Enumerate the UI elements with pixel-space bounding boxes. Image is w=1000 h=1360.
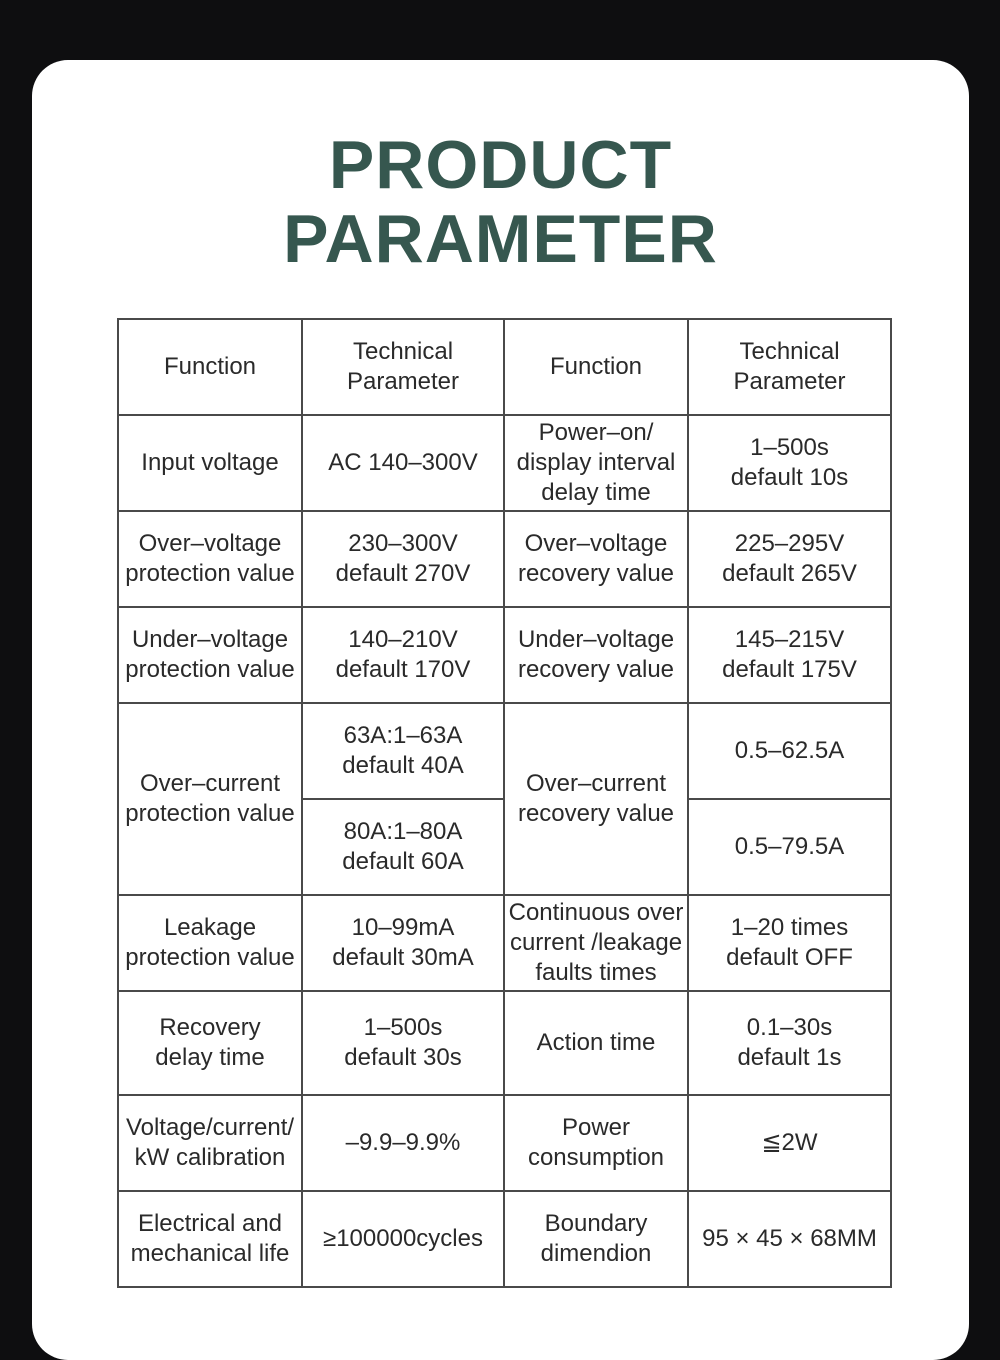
function-cell: Voltage/current/ kW calibration bbox=[118, 1095, 302, 1191]
function-cell: Recovery delay time bbox=[118, 991, 302, 1095]
parameter-cell: 140–210V default 170V bbox=[302, 607, 504, 703]
parameter-cell: 1–20 times default OFF bbox=[688, 895, 891, 991]
title-line-2: PARAMETER bbox=[283, 201, 718, 277]
table-row bbox=[118, 703, 891, 799]
function-cell: Input voltage bbox=[118, 415, 302, 511]
parameter-cell: 145–215V default 175V bbox=[688, 607, 891, 703]
table-row bbox=[118, 415, 891, 511]
parameter-cell: 230–300V default 270V bbox=[302, 511, 504, 607]
function-cell: Electrical and mechanical life bbox=[118, 1191, 302, 1287]
parameter-cell: 1–500s default 10s bbox=[688, 415, 891, 511]
table-row bbox=[118, 1095, 891, 1191]
parameter-table bbox=[117, 318, 892, 1288]
parameter-cell: ≦2W bbox=[688, 1095, 891, 1191]
parameter-cell: 0.1–30s default 1s bbox=[688, 991, 891, 1095]
parameter-cell: 95 × 45 × 68MM bbox=[688, 1191, 891, 1287]
table-row bbox=[118, 511, 891, 607]
function-cell: Power consumption bbox=[504, 1095, 688, 1191]
function-cell: Power–on/ display interval delay time bbox=[504, 415, 688, 511]
table-row bbox=[118, 895, 891, 991]
table-row bbox=[118, 991, 891, 1095]
function-cell: Over–voltage recovery value bbox=[504, 511, 688, 607]
parameter-cell: –9.9–9.9% bbox=[302, 1095, 504, 1191]
parameter-cell: 80A:1–80A default 60A bbox=[302, 799, 504, 895]
function-cell: Action time bbox=[504, 991, 688, 1095]
table-header-row bbox=[118, 319, 891, 415]
header-parameter-2: Technical Parameter bbox=[688, 319, 891, 415]
function-cell: Under–voltage protection value bbox=[118, 607, 302, 703]
parameter-cell: 63A:1–63A default 40A bbox=[302, 703, 504, 799]
table-row bbox=[118, 1191, 891, 1287]
header-function-1: Function bbox=[118, 319, 302, 415]
function-cell: Over–voltage protection value bbox=[118, 511, 302, 607]
function-cell: Boundary dimendion bbox=[504, 1191, 688, 1287]
function-cell: Continuous over current /leakage faults times bbox=[504, 895, 688, 991]
parameter-cell: AC 140–300V bbox=[302, 415, 504, 511]
table-row bbox=[118, 607, 891, 703]
page-title bbox=[32, 128, 969, 276]
function-cell: Over–current protection value bbox=[118, 703, 302, 895]
function-cell: Over–current recovery value bbox=[504, 703, 688, 895]
parameter-cell: 0.5–62.5A bbox=[688, 703, 891, 799]
parameter-cell: 0.5–79.5A bbox=[688, 799, 891, 895]
parameter-cell: 1–500s default 30s bbox=[302, 991, 504, 1095]
header-parameter-1: Technical Parameter bbox=[302, 319, 504, 415]
parameter-cell: 225–295V default 265V bbox=[688, 511, 891, 607]
title-line-1: PRODUCT bbox=[328, 127, 673, 203]
function-cell: Under–voltage recovery value bbox=[504, 607, 688, 703]
header-function-2: Function bbox=[504, 319, 688, 415]
parameter-cell: 10–99mA default 30mA bbox=[302, 895, 504, 991]
parameter-cell: ≥100000cycles bbox=[302, 1191, 504, 1287]
function-cell: Leakage protection value bbox=[118, 895, 302, 991]
